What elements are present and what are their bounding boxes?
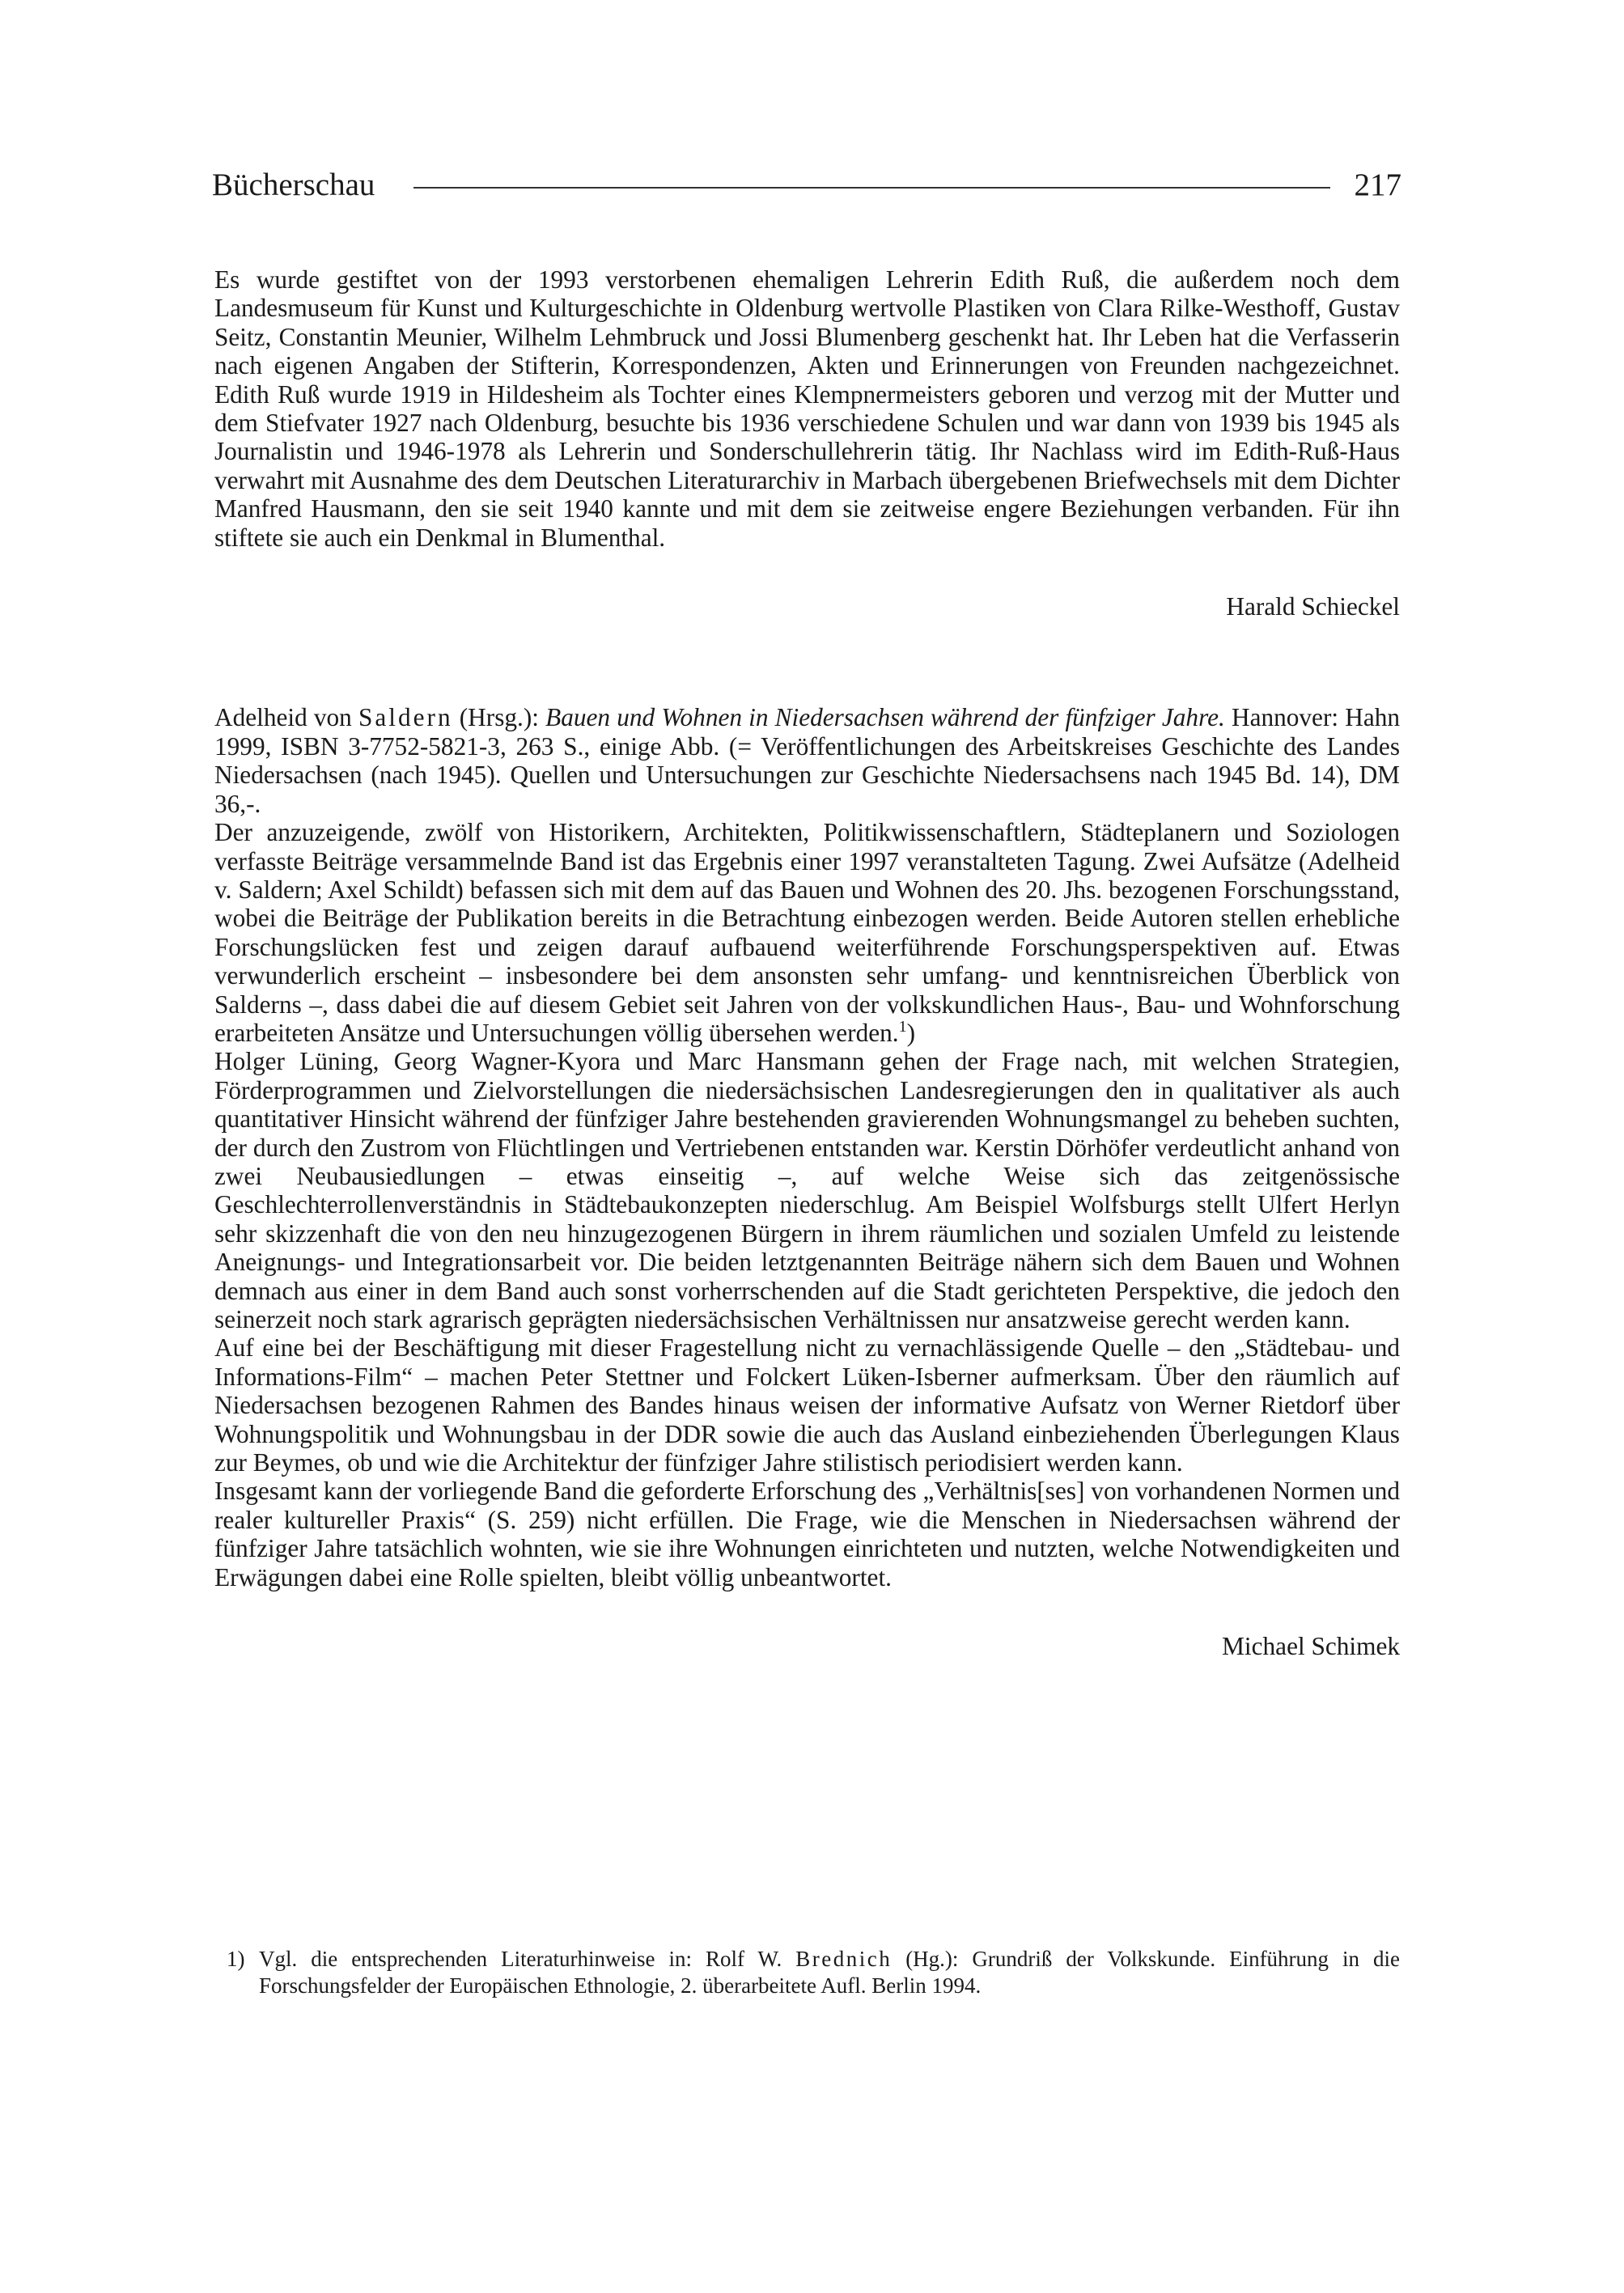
citation-details: Hannover: Hahn 1999, ISBN 3-7752-5821-3, 263 S., einige Abb. (= Veröffentlichungen des Arbeitskreises Geschichte des Landes Niedersachsen (nach 1945). Quellen und Untersuchungen zur Geschichte Niedersachsens nach 1945 Bd. 14), DM 36,-.	[214, 703, 1401, 818]
review-2-paragraph-4: Insgesamt kann der vorliegende Band die geforderte Erforschung des „Verhältnis[ses] von vorhandenen Normen und realer kultureller Praxis“ (S. 259) nicht erfüllen. Die Frage, wie die Menschen in Niedersachsen während der fünfziger Jahre tatsächlich wohnten, wie sie ihre Wohnungen einrichteten und nutzten, welche Notwendigkeiten und Erwägungen dabei eine Rolle spielten, bleibt völlig unbeantwortet.	[214, 1477, 1400, 1592]
paragraph-1-text: Der anzuzeigende, zwölf von Historikern, Architekten, Politikwissenschaftlern, Städteplanern und Soziologen verfasste Beiträge versammelnde Band ist das Ergebnis einer 1997 veranstalteten Tagung. Zwei Aufsätze (Adelheid v. Saldern; Axel Schildt) befassen sich mit dem auf das Bauen und Wohnen des 20. Jhs. bezogenen Forschungsstand, wobei die Beiträge der Publikation bereits in die Betrachtung einbezogen werden. Beide Autoren stellen erhebliche Forschungslücken fest und zeigen darauf aufbauend weiterführende Forschungsperspektiven auf. Etwas verwunderlich erscheint – insbesondere bei dem ansonsten sehr umfang- und kenntnisreichen Überblick von Salderns –, dass dabei die auf diesem Gebiet seit Jahren von der volkskundlichen Haus-, Bau- und Wohnforschung erarbeiteten Ansätze und Untersuchungen völlig übersehen werden.	[214, 818, 1400, 1047]
review-1-signature: Harald Schieckel	[1226, 592, 1400, 621]
review-2-citation	[214, 703, 1400, 818]
footnote-reference-close: )	[906, 1018, 916, 1047]
footnote-text	[259, 1946, 1400, 1999]
review-1-paragraph: Es wurde gestiftet von der 1993 verstorbenen ehemaligen Lehrerin Edith Ruß, die außerdem noch dem Landesmuseum für Kunst und Kulturgeschichte in Oldenburg wertvolle Plastiken von Clara Rilke-Westhoff, Gustav Seitz, Constantin Meunier, Wilhelm Lehmbruck und Jossi Blumenberg geschenkt hat. Ihr Leben hat die Verfasserin nach eigenen Angaben der Stifterin, Korrespondenzen, Akten und Erinnerungen von Freunden nachgezeichnet. Edith Ruß wurde 1919 in Hildesheim als Tochter eines Klempnermeisters geboren und verzog mit der Mutter und dem Stiefvater 1927 nach Oldenburg, besuchte bis 1936 verschiedene Schulen und war dann von 1939 bis 1945 als Journalistin und 1946-1978 als Lehrerin und Sonderschullehrerin tätig. Ihr Nachlass wird im Edith-Ruß-Haus verwahrt mit Ausnahme des dem Deutschen Literaturarchiv in Marbach übergebenen Briefwechsels mit dem Dichter Manfred Hausmann, den sie seit 1940 kannte und mit dem sie zeitweise engere Beziehungen verbanden. Für ihn stiftete sie auch ein Denkmal in Blumenthal.	[214, 265, 1400, 552]
review-2-paragraph-3: Auf eine bei der Beschäftigung mit dieser Fragestellung nicht zu vernachlässigende Quelle – den „Städtebau- und Informations-Film“ – machen Peter Stettner und Folckert Lüken-Isberner aufmerksam. Über den räumlich auf Niedersachsen bezogenen Rahmen des Bandes hinaus weisen der informative Aufsatz von Werner Rietdorf über Wohnungspolitik und Wohnungsbau in der DDR sowie die auch das Ausland einbeziehenden Überlegungen Klaus zur Beymes, ob und wie die Architektur der fünfziger Jahre stilistisch periodisiert werden kann.	[214, 1333, 1400, 1477]
running-header	[212, 160, 1401, 209]
footnote-mark: 1)	[227, 1947, 245, 1971]
footnote-author-last: Brednich	[795, 1947, 893, 1971]
footnote-1	[227, 1946, 1400, 1999]
main-content	[214, 265, 1400, 1660]
footnote-text-after: (Hg.): Grundriß der Volkskunde. Einführung in die Forschungsfelder der Europäischen Ethnologie, 2. überarbeitete Aufl. Berlin 1994.	[259, 1947, 1400, 1998]
header-rule	[413, 187, 1329, 189]
footnote-text-before: Vgl. die entsprechenden Literaturhinweise in: Rolf W.	[259, 1947, 782, 1971]
citation-editor-first: Adelheid von	[214, 703, 352, 732]
citation-editor-role: (Hrsg.):	[459, 703, 539, 732]
page-number: 217	[1354, 167, 1401, 202]
footnote-reference: 1	[898, 1017, 907, 1036]
citation-title: Bauen und Wohnen in Niedersachsen während der fünfziger Jahre.	[545, 703, 1225, 732]
review-2-paragraph-2: Holger Lüning, Georg Wagner-Kyora und Marc Hansmann gehen der Frage nach, mit welchen Strategien, Förderprogrammen und Zielvorstellungen die niedersächsischen Landesregierungen den in qualitativer als auch quantitativer Hinsicht während der fünfziger Jahre bestehenden gravierenden Wohnungsmangel zu beheben suchten, der durch den Zustrom von Flüchtlingen und Vertriebenen entstanden war. Kerstin Dörhöfer verdeutlicht anhand von zwei Neubausiedlungen – etwas einseitig –, auf welche Weise sich das zeitgenössische Geschlechterrollenverständnis in Städtebaukonzepten niederschlug. Am Beispiel Wolfsburgs stellt Ulfert Herlyn sehr skizzenhaft die von den neu hinzugezogenen Bürgern in ihrem räumlichen und sozialen Umfeld zu leistende Aneignungs- und Integrationsarbeit vor. Die beiden letztgenannten Beiträge nähern sich dem Bauen und Wohnen demnach aus einer in dem Band auch sonst vorherrschenden auf die Stadt gerichteten Perspektive, die jedoch den seinerzeit noch stark agrarisch geprägten niedersächsischen Verhältnissen nur ansatzweise gerecht werden kann.	[214, 1047, 1400, 1333]
footnotes	[227, 1946, 1400, 1999]
review-2-signature: Michael Schimek	[1222, 1632, 1400, 1661]
review-2	[214, 703, 1400, 1660]
section-title: Bücherschau	[212, 167, 375, 202]
citation-editor-last: Saldern	[358, 703, 453, 732]
review-2-paragraph-1	[214, 818, 1400, 1047]
